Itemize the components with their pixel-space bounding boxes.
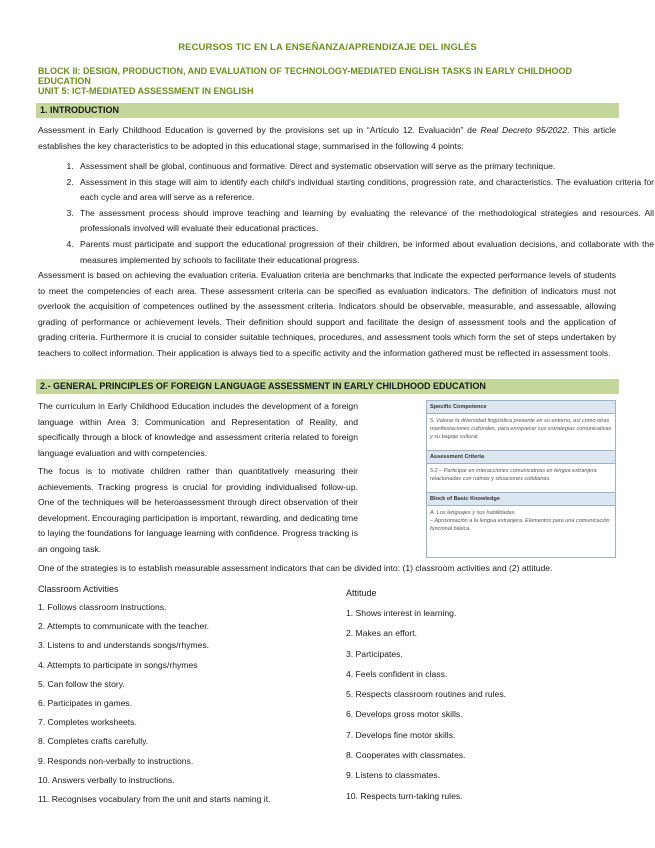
- key-point: 1. Assessment shall be global, continuous and formative. Direct and systematic observation will serve as the primary technique.: [76, 159, 654, 175]
- list-item: 8. Cooperates with classmates.: [346, 750, 466, 761]
- list-item: 10. Answers verbally to instructions.: [38, 774, 175, 785]
- list-item: 2. Attempts to communicate with the teacher.: [38, 621, 210, 632]
- classroom-activities-list: [38, 598, 270, 809]
- strategy-paragraph: One of the strategies is to establish measurable assessment indicators that can be divided into: (1) classroom activities and (2) attitude.: [38, 563, 553, 573]
- list-item: 7. Develops fine motor skills.: [346, 729, 456, 740]
- list-item: 1. Shows interest in learning.: [346, 608, 457, 618]
- section-2-heading: 2.- GENERAL PRINCIPLES OF FOREIGN LANGUAGE ASSESSMENT IN EARLY CHILDHOOD EDUCATION: [36, 379, 619, 394]
- list-item: 2. Makes an effort.: [346, 628, 418, 639]
- list-item: 9. Responds non-verbally to instructions.: [38, 755, 194, 766]
- list-item: 6. Participates in games.: [38, 697, 133, 708]
- list-item: 5. Respects classroom routines and rules.: [346, 689, 507, 700]
- unit-heading: UNIT 5: ICT-MEDIATED ASSESSMENT IN ENGLISH: [38, 86, 254, 96]
- basic-knowledge-line: – Aproximación a la lengua extranjera. Elementos para una comunicación funcional básica.: [430, 518, 610, 532]
- attitude-list: [346, 603, 506, 806]
- specific-competence-text: 5. Valorar la diversidad lingüística presente en su entorno, así como otras manifestaciones culturales, para enriquecer sus estrategias comunicativas y su bagaje cultural.: [427, 414, 615, 451]
- classroom-activities-title: Classroom Activities: [38, 584, 119, 594]
- list-item: 5. Can follow the story.: [38, 678, 125, 689]
- list-item: 9. Listens to classmates.: [346, 770, 441, 781]
- focus-paragraph: The focus is to motivate children rather than quantitatively measuring their achievements. Tracking progress is crucial for providing individualised follow-up. One of the techniques will be heteroassessment through direct observation of their development. Encouraging participation is important, rewarding, and dedicating time to laying the foundations for language learning with confidence. Progress tracking is an ongoing task.: [38, 466, 358, 554]
- attitude-title: Attitude: [346, 588, 377, 598]
- assessment-paragraph: Assessment is based on achieving the evaluation criteria. Evaluation criteria are benchmarks that indicate the expected performance levels of students to meet the competencies of each area. These assessment criteria can be specified as evaluation indicators. The definition of indicators must not overlook the acquisition of competences outlined by the assessment criteria. Indicators should be observable, measurable, and assessable, allowing grading of performance or achievement levels. Their definition should support and facilitate the design of assessment tools and the application of grading criteria. Furthermore it is crucial to consider suitable techniques, procedures, and assessment tools which form the set of steps undertaken by teachers to collect information. Their application is always tied to a specific activity and the information gathered must be reflected in assessment tools.: [38, 270, 616, 358]
- section-1-heading: 1. INTRODUCTION: [36, 103, 619, 118]
- list-item: 8. Completes crafts carefully.: [38, 736, 149, 747]
- document-title: RECURSOS TIC EN LA ENSEÑANZA/APRENDIZAJE DEL INGLÉS: [178, 42, 477, 53]
- competence-table: [426, 400, 616, 558]
- list-item: 6. Develops gross motor skills.: [346, 709, 463, 720]
- list-item: 4. Feels confident in class.: [346, 668, 448, 679]
- list-item: 7. Completes worksheets.: [38, 717, 137, 728]
- curriculum-paragraph: The curriculum in Early Childhood Education includes the development of a foreign language within Area 3: Communication and Representation of Reality, and specifically through a block of knowledge and assessment criteria related to foreign language evaluation and with competencies.: [38, 401, 358, 458]
- list-item: 1. Follows classroom instructions.: [38, 602, 167, 612]
- key-point: 2. Assessment in this stage will aim to identify each child's individual starting conditions, progression rate, and characteristics. The evaluation criteria for each cycle and area will serve as a reference.: [76, 175, 654, 206]
- key-point: 4. Parents must participate and support the educational progression of their children, be informed about evaluation decisions, and collaborate with the measures implemented by schools to facilitate their educational progress.: [76, 237, 654, 268]
- list-item: 11. Recognises vocabulary from the unit and starts naming it.: [38, 793, 271, 804]
- intro-text-b: . This article establishes the key characteristics to be adopted in this educational stage, summarised in the following 4 points:: [38, 125, 616, 151]
- assessment-criteria-title: Assessment Criteria: [427, 451, 615, 464]
- list-item: 3. Listens to and understands songs/rhymes.: [38, 640, 210, 651]
- basic-knowledge-text: [427, 506, 615, 536]
- intro-decree: Real Decreto 95/2022: [480, 125, 567, 135]
- basic-knowledge-title: Block of Basic Knowledge: [427, 493, 615, 506]
- intro-text-a: Assessment in Early Childhood Education is governed by the provisions set up in “Artículo 12. Evaluación” de: [38, 125, 481, 135]
- list-item: 4. Attempts to participate in songs/rhymes: [38, 659, 198, 670]
- intro-paragraph: [38, 123, 616, 154]
- block-heading: BLOCK II: DESIGN, PRODUCTION, AND EVALUATION OF TECHNOLOGY-MEDIATED ENGLISH TASKS IN EARLY CHILDHOOD EDUCATION: [38, 66, 573, 86]
- list-item: 10. Respects turn-taking rules.: [346, 790, 463, 801]
- specific-competence-title: Specific Competence: [427, 401, 615, 414]
- key-points-list: [38, 159, 654, 268]
- list-item: 3. Participates.: [346, 648, 403, 659]
- basic-knowledge-line: A. Los lenguajes y sus habilidades.: [430, 510, 516, 516]
- key-point: 3. The assessment process should improve teaching and learning by evaluating the relevance of the methodological strategies and resources. All professionals involved will evaluate their educational practices.: [76, 206, 654, 237]
- assessment-criteria-text: 5.2 – Participar en interacciones comunicativas en lengua extranjera relacionadas con rutinas y situaciones cotidianas.: [427, 464, 615, 493]
